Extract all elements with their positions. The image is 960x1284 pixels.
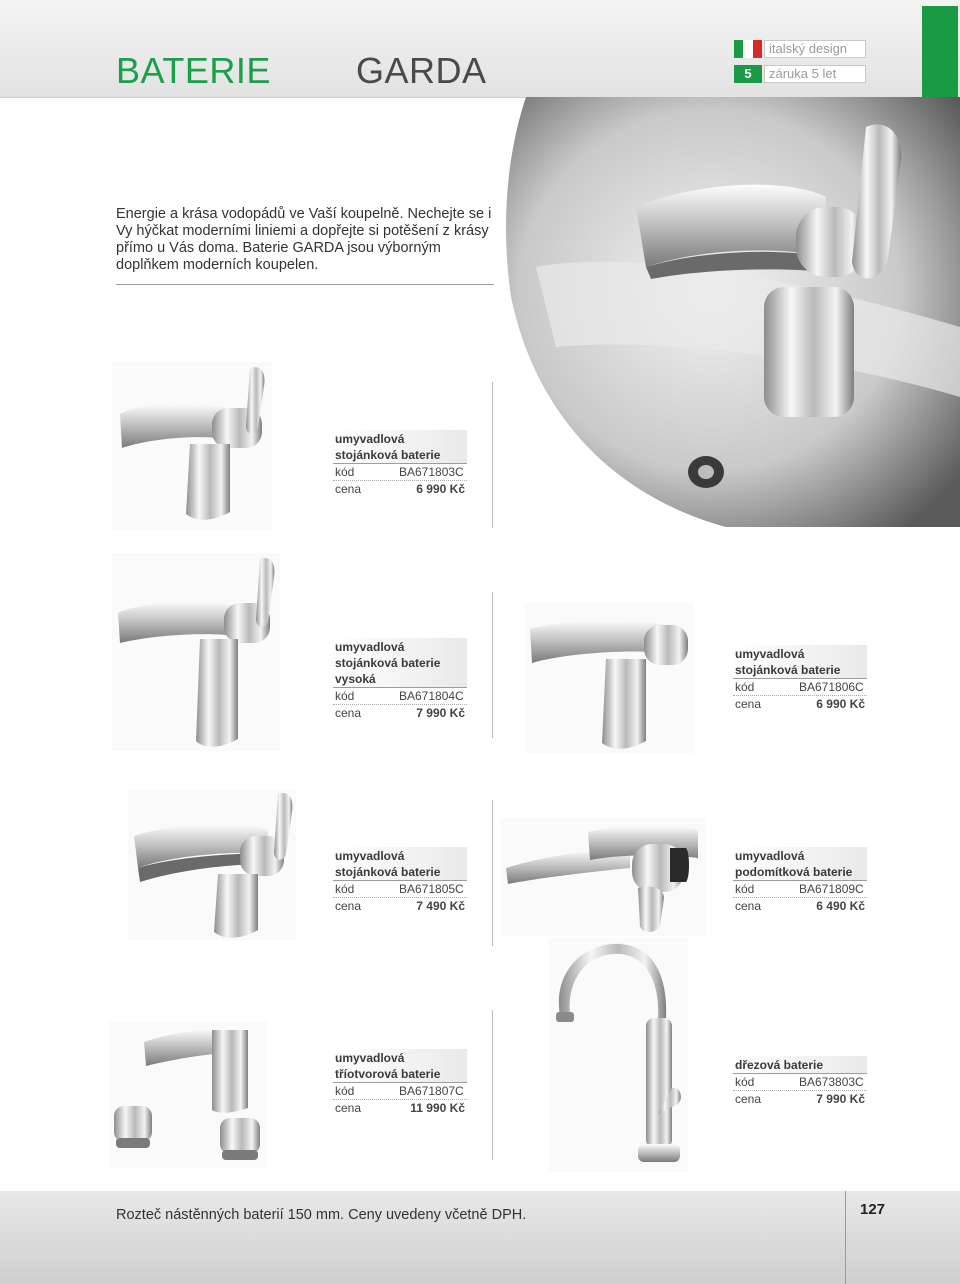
intro-text: Energie a krása vodopádů ve Vaší koupelně. Nechejte se i Vy hýčkat moderními liniemi a dopřejte si potěšení z krásy přímo u Vás doma. Baterie GARDA jsou výborným doplňkem moderních koupelen. [116,206,492,273]
price-row [733,696,867,712]
product-image-ba671804c [112,553,280,751]
product-price: 6 990 Kč [416,482,465,496]
page-number: 127 [860,1201,886,1218]
code-label: kód [335,1084,355,1098]
warranty-years: 5 [734,65,762,83]
product-name: umyvadlová podomítková baterie [733,847,867,881]
price-row [733,1091,867,1107]
code-row [733,1074,867,1091]
code-row [333,688,467,705]
series-title: GARDA [356,50,487,91]
product-code: BA673803C [799,1075,864,1089]
price-row [333,1100,467,1116]
product-card [733,1056,867,1107]
product-name: umyvadlová stojánková baterie [733,645,867,679]
code-row [333,1083,467,1100]
product-card [733,847,867,914]
product-code: BA671804C [399,689,464,703]
price-label: cena [335,482,362,496]
code-label: kód [735,1075,755,1089]
product-name: umyvadlová tříotvorová baterie [333,1049,467,1083]
product-image-ba671805c [128,790,296,940]
product-name: umyvadlová stojánková baterie [333,430,467,464]
product-card [333,638,467,721]
price-label: cena [735,1092,762,1106]
product-card [333,430,467,497]
footer-divider [845,1191,846,1284]
product-code: BA671803C [399,465,464,479]
code-row [733,679,867,696]
product-price: 11 990 Kč [410,1101,465,1115]
product-name: umyvadlová stojánková baterie [333,847,467,881]
italy-flag-icon [734,40,762,58]
divider [116,284,494,285]
code-row [733,881,867,898]
column-divider [492,382,493,528]
product-name: umyvadlová stojánková baterie vysoká [333,638,467,688]
product-code: BA671807C [399,1084,464,1098]
footer-note: Rozteč nástěnných baterií 150 mm. Ceny uvedeny včetně DPH. [116,1207,527,1223]
product-card [733,645,867,712]
price-row [733,898,867,914]
column-divider [492,592,493,738]
price-row [333,705,467,721]
product-image-ba671809c [500,818,706,936]
price-row [333,898,467,914]
price-row [333,481,467,497]
code-label: kód [335,465,355,479]
page-footer [0,1191,960,1284]
product-price: 6 990 Kč [816,697,865,711]
code-label: kód [735,882,755,896]
product-card [333,847,467,914]
product-code: BA671806C [799,680,864,694]
code-label: kód [335,882,355,896]
product-code: BA671809C [799,882,864,896]
product-price: 7 990 Kč [816,1092,865,1106]
price-label: cena [335,899,362,913]
code-row [333,464,467,481]
page-header [0,0,960,98]
column-divider [492,1010,493,1160]
italian-design-label: italský design [764,40,866,58]
price-label: cena [735,899,762,913]
warranty-label: záruka 5 let [764,65,866,83]
product-image-ba671803c [112,362,272,530]
warranty-badge [734,65,866,83]
code-label: kód [335,689,355,703]
hero-faucet-photo [496,97,960,527]
product-image-ba671806c [524,603,694,753]
code-label: kód [735,680,755,694]
product-price: 7 990 Kč [416,706,465,720]
product-price: 7 490 Kč [416,899,465,913]
column-divider [492,800,493,946]
italian-design-badge [734,40,866,58]
price-label: cena [735,697,762,711]
price-label: cena [335,1101,362,1115]
product-card [333,1049,467,1116]
product-price: 6 490 Kč [816,899,865,913]
price-label: cena [335,706,362,720]
product-name: dřezová baterie [733,1056,867,1074]
accent-bar [922,6,958,97]
product-image-ba671807c [108,1022,268,1168]
product-code: BA671805C [399,882,464,896]
product-image-ba673803c [548,938,688,1172]
category-title: BATERIE [116,50,271,91]
code-row [333,881,467,898]
